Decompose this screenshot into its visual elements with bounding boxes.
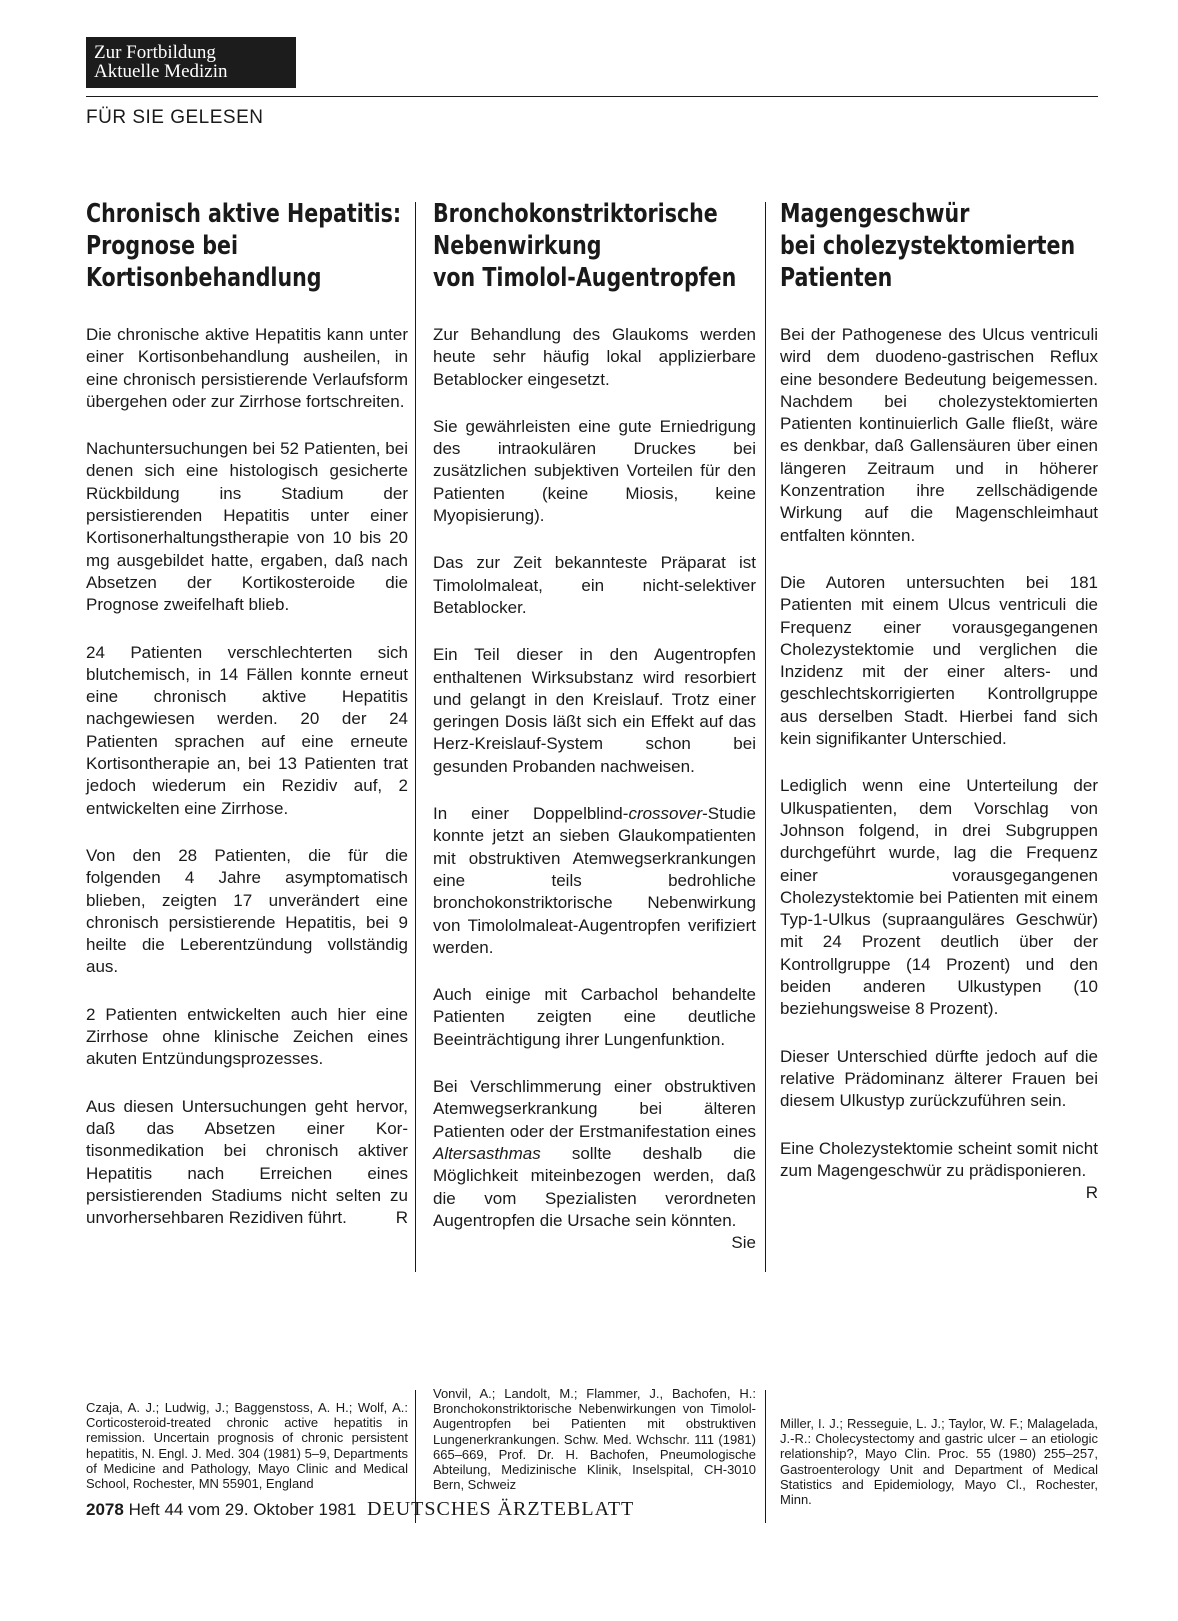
article-magengeschwuer [780,198,1098,1207]
paragraph: Ein Teil dieser in den Augentropfen enthaltenen Wirksubstanz wird resorbiert und gelangt in den Kreislauf. Trotz einer geringen Dosis läßt sich ein Effekt auf das Herz-Kreislauf-System schon bei gesunden Probanden nachweisen. [433,645,756,776]
page-footer [86,1498,634,1521]
paragraph: 24 Patienten verschlechterten sich blutchemisch, in 14 Fällen konnte erneut eine chronisch aktive Hepatitis nachgewiesen werden. 20 der 24 Patienten sprachen auf eine erneute Kortisontherapie an, bei 13 Patienten trat jedoch wiederum ein Rezidiv auf, 2 entwickelten eine Zirrhose. [86,642,408,818]
page-number: 2078 [86,1500,124,1519]
journal-name: DEUTSCHES ÄRZTEBLATT [367,1498,635,1520]
paragraph: Aus diesen Untersuchungen geht hervor, daß das Absetzen einer Kortisonmedikation bei chronisch aktiver Hepatitis nach Erreichen eines persistierenden Stadiums nicht selten zu unvorhersehbaren Rezidiven führt. R [86,1096,408,1230]
paragraph: Bei der Pathogenese des Ulcus ventriculi wird dem duodeno-gastrischen Reflux eine besondere Bedeutung beigemessen. Nachdem bei cholezystektomierten Patienten kontinuierlich Galle fließt, wäre es denkbar, daß Gallensäuren über einen längeren Zeitraum und in höherer Konzentration ihre zellschädigende Wirkung auf die Magenschleimhaut entfalten könnten. [780,325,1098,545]
reference-divider [765,1390,766,1523]
rubric-box [86,37,296,88]
column-divider [415,202,416,1272]
paragraph: 2 Patienten entwickelten auch hier eine Zirrhose ohne klinische Zeichen eines akuten Entzündungsprozesses. [86,1004,408,1069]
paragraph: Sie gewährleisten eine gute Erniedrigung des intraokulären Druckes bei zusätzlichen subjektiven Vorteilen für den Patienten (keine Miosis, keine Myopisierung). [433,416,756,526]
paragraph: Zur Behandlung des Glaukoms werden heute sehr häufig lokal applizierbare Betablocker eingesetzt. [433,325,756,389]
article-title: Chronisch aktive Hepatitis: Prognose bei Kortisonbehandlung [86,199,402,293]
reference-citation: Miller, I. J.; Resseguie, L. J.; Taylor, W. F.; Malagelada, J.-R.: Cholecystectomy and gastric ulcer – an etiologic relationship?, Mayo Clin. Proc. 55 (1980) 255–257, Gastroenterology Unit and Department of Medical Statistics and Epidemiology, Mayo Cl., Rochester, Minn. [780,1416,1098,1508]
reference-citation: Czaja, A. J.; Ludwig, J.; Baggenstoss, A. H.; Wolf, A.: Corticosteroid-treated chronic active hepatitis in remission. Uncertain prognosis of chronic persistent hepatitis, N. Engl. J. Med. 304 (1981) 5–9, Departments of Medicine and Pathology, Mayo Clinic and Medical School, Rochester, MN 55901, England [86,1400,408,1492]
author-signature: R [1085,1183,1098,1203]
paragraph: Bei Verschlimmerung einer obstruktiven Atemwegserkrankung bei älteren Patienten oder der Erstmanifestation eines Altersasthmas sollte deshalb die Möglichkeit miteinbezogen werden, daß die vom Spezialisten verordneten Augentropfen die Ursache sein könnten. Sie [433,1076,756,1232]
paragraph: In einer Doppelblind-crossover-Studie konnte jetzt an sieben Glaukompatienten mit obstruktiven Atemwegserkrankungen eine teils bedrohliche bronchokonstriktorische Nebenwirkung von Timololmaleat-Augentropfen verifiziert werden. [433,804,756,957]
article-timolol [433,198,756,1257]
author-signature: R [395,1208,408,1228]
issue-info: Heft 44 vom 29. Oktober 1981 [128,1500,357,1519]
paragraph: Die chronische aktive Hepatitis kann unter einer Kortisonbehandlung ausheilen, in eine chronisch persistierende Verlaufsform übergehen oder zur Zirrhose fortschreiten. [86,325,408,411]
author-signature: Sie [731,1233,756,1253]
rubric-line-1: Zur Fortbildung [94,42,216,63]
section-label: FÜR SIE GELESEN [86,107,264,128]
paragraph: Dieser Unterschied dürfte jedoch auf die relative Prädominanz älterer Frauen bei diesem Ulkustyp zurückzuführen sein. [780,1046,1098,1111]
article-hepatitis [86,198,408,1254]
rubric-line-2: Aktuelle Medizin [94,61,228,82]
column-divider [765,202,766,1272]
article-title: Bronchokonstriktorische Nebenwirkung von Timolol-Augentropfen [433,199,737,293]
article-title: Magengeschwür bei cholezystektomierten Patienten [780,199,1076,293]
paragraph: Eine Cholezystektomie scheint somit nicht zum Magengeschwür zu prädisponieren. R [780,1138,1098,1183]
paragraph: Nachuntersuchungen bei 52 Patienten, bei denen sich eine histologisch gesicherte Rückbildung ins Stadium der persistierenden Hepatitis unter einer Kortisonerhaltungstherapie von 10 bis 20 mg ausgebildet hatte, ergaben, daß nach Absetzen der Kortikosteroide die Prognose zweifelhaft blieb. [86,439,408,615]
header-rule [86,96,1098,97]
paragraph: Die Autoren untersuchten bei 181 Patienten mit einem Ulcus ventriculi die Frequenz einer vorausgegangenen Cholezystektomie und verglichen die Inzidenz mit der einer alters- und geschlechtskorrigierten Kontrollgruppe aus derselben Stadt. Hierbei fand sich kein signifikanter Unterschied. [780,572,1098,749]
paragraph: Das zur Zeit bekannteste Präparat ist Timololmaleat, ein nicht-selektiver Betablocker. [433,553,756,617]
paragraph: Auch einige mit Carbachol behandelte Patienten zeigten eine deutliche Beeinträchtigung ihrer Lungenfunktion. [433,985,756,1049]
reference-citation: Vonvil, A.; Landolt, M.; Flammer, J., Bachofen, H.: Bronchokonstriktorische Nebenwirkungen von Timolol-Augentropfen bei Patienten mit obstruktiven Lungenerkrankungen. Schw. Med. Wchschr. 111 (1981) 665–669, Prof. Dr. H. Bachofen, Pneumologische Abteilung, Medizinische Klinik, Inselspital, CH-3010 Bern, Schweiz [433,1386,756,1493]
paragraph: Lediglich wenn eine Unterteilung der Ulkuspatienten, dem Vorschlag von Johnson folgend, in drei Subgruppen durchgeführt wurde, lag die Frequenz einer vorausgegangenen Cholezystektomie bei Patienten mit einem Typ-1-Ulkus (supraanguläres Geschwür) mit 24 Prozent deutlich über der Kontrollgruppe (14 Prozent) und den beiden anderen Ulkustypen (10 beziehungsweise 8 Prozent). [780,776,1098,1019]
paragraph: Von den 28 Patienten, die für die folgenden 4 Jahre asymptomatisch blieben, zeigten 17 unverändert eine chronisch persistierende Hepatitis, bei 9 heilte die Leberentzündung vollständig aus. [86,845,408,977]
